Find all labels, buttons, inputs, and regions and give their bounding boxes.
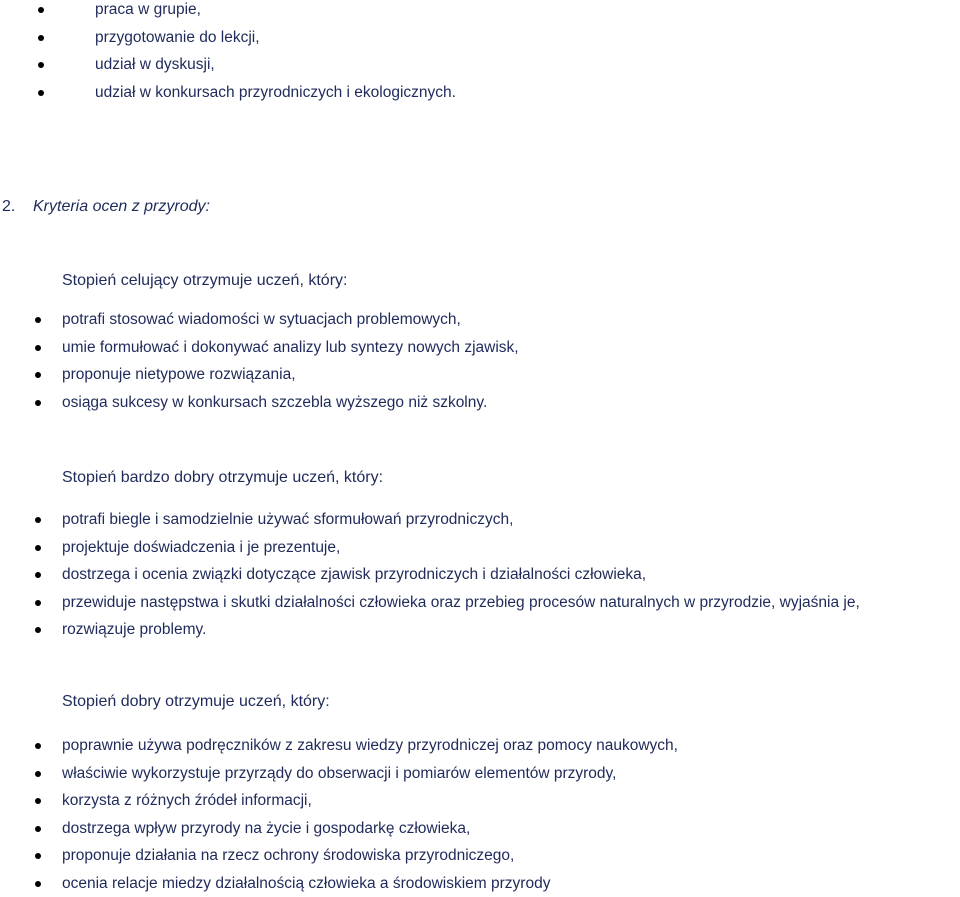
- bullet-icon: [35, 545, 41, 551]
- section-title: Kryteria ocen z przyrody:: [33, 195, 210, 219]
- grade-heading-dobry: Stopień dobry otrzymuje uczeń, który:: [62, 690, 330, 714]
- bullet-icon: [35, 798, 41, 804]
- bullet-icon: [35, 600, 41, 606]
- list-item: proponuje nietypowe rozwiązania,: [0, 361, 960, 389]
- bullet-icon: [35, 881, 41, 887]
- activity-list: [0, 0, 960, 106]
- criteria-list-dobry: [0, 732, 960, 897]
- criteria-list-celujacy: [0, 306, 960, 416]
- bullet-icon: [38, 35, 44, 41]
- bullet-icon: [35, 400, 41, 406]
- list-item: osiąga sukcesy w konkursach szczebla wyższego niż szkolny.: [0, 389, 960, 417]
- list-item: dostrzega wpływ przyrody na życie i gospodarkę człowieka,: [0, 815, 960, 843]
- criteria-list-bardzo-dobry: [0, 506, 960, 644]
- bullet-icon: [35, 853, 41, 859]
- list-item: poprawnie używa podręczników z zakresu wiedzy przyrodniczej oraz pomocy naukowych,: [0, 732, 960, 760]
- bullet-icon: [35, 317, 41, 323]
- section-number: 2.: [2, 195, 15, 219]
- list-item: potrafi stosować wiadomości w sytuacjach problemowych,: [0, 306, 960, 334]
- list-item: udział w konkursach przyrodniczych i ekologicznych.: [0, 79, 960, 107]
- bullet-icon: [35, 572, 41, 578]
- bullet-icon: [38, 62, 44, 68]
- bullet-icon: [35, 771, 41, 777]
- bullet-icon: [35, 627, 41, 633]
- list-item: korzysta z różnych źródeł informacji,: [0, 787, 960, 815]
- list-item: potrafi biegle i samodzielnie używać sformułowań przyrodniczych,: [0, 506, 960, 534]
- list-item: praca w grupie,: [0, 0, 960, 24]
- list-item: udział w dyskusji,: [0, 51, 960, 79]
- list-item: dostrzega i ocenia związki dotyczące zjawisk przyrodniczych i działalności człowieka,: [0, 561, 960, 589]
- grade-heading-celujacy: Stopień celujący otrzymuje uczeń, który:: [62, 269, 347, 293]
- bullet-icon: [35, 826, 41, 832]
- bullet-icon: [38, 7, 44, 13]
- bullet-icon: [35, 517, 41, 523]
- list-item: projektuje doświadczenia i je prezentuje,: [0, 534, 960, 562]
- grade-heading-bardzo-dobry: Stopień bardzo dobry otrzymuje uczeń, który:: [62, 466, 383, 490]
- list-item: przygotowanie do lekcji,: [0, 24, 960, 52]
- list-item: przewiduje następstwa i skutki działalności człowieka oraz przebieg procesów naturalnych w przyrodzie, wyjaśnia je,: [0, 589, 960, 617]
- list-item: ocenia relacje miedzy działalnością człowieka a środowiskiem przyrody: [0, 870, 960, 897]
- bullet-icon: [35, 345, 41, 351]
- list-item: rozwiązuje problemy.: [0, 616, 960, 644]
- bullet-icon: [38, 90, 44, 96]
- list-item: umie formułować i dokonywać analizy lub syntezy nowych zjawisk,: [0, 334, 960, 362]
- bullet-icon: [35, 743, 41, 749]
- list-item: właściwie wykorzystuje przyrządy do obserwacji i pomiarów elementów przyrody,: [0, 760, 960, 788]
- list-item: proponuje działania na rzecz ochrony środowiska przyrodniczego,: [0, 842, 960, 870]
- bullet-icon: [35, 372, 41, 378]
